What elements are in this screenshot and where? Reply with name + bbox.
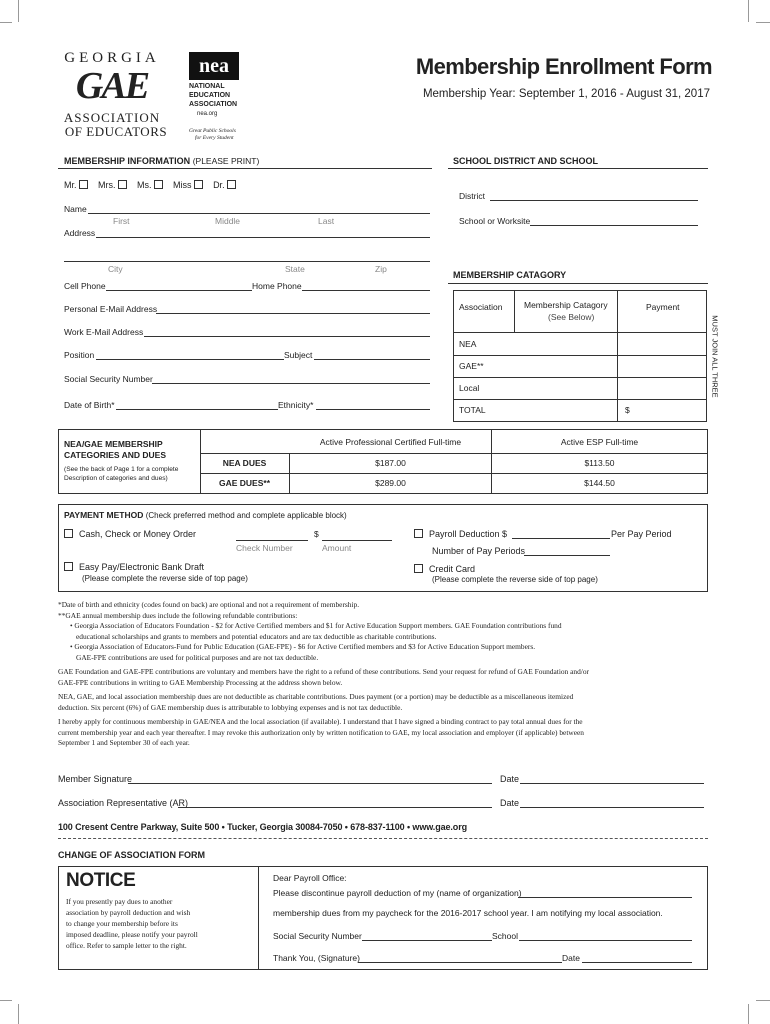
easy-pay-checkbox[interactable]: [64, 562, 73, 571]
change-school-field[interactable]: [519, 940, 692, 941]
cell-phone-field[interactable]: [106, 290, 252, 291]
dues-heading-1: NEA/GAE MEMBERSHIP: [64, 439, 163, 449]
rep-signature-label: Association Representative (AR): [58, 798, 189, 808]
membership-info-heading: [64, 156, 259, 166]
table-divider: [453, 332, 707, 333]
dues-row-gae-label: GAE DUES**: [218, 478, 270, 488]
dob-field[interactable]: [116, 409, 278, 410]
membership-info-note: (PLEASE PRINT): [192, 156, 260, 166]
notice-line: office. Refer to sample letter to the right.: [66, 941, 187, 950]
crop-mark: [18, 0, 19, 22]
school-field[interactable]: [530, 225, 698, 226]
footer-address: 100 Cresent Centre Parkway, Suite 500 • Tucker, Georgia 30084-7050 • 678-837-1100 • www.gae.org: [58, 822, 468, 832]
payroll-label: Payroll Deduction $: [429, 529, 508, 539]
category-col-category: Membership Catagory: [524, 300, 608, 310]
title-mr-label: Mr.: [64, 180, 77, 190]
credit-option: [414, 564, 475, 574]
home-phone-label: Home Phone: [252, 281, 302, 291]
payroll-amount-field[interactable]: [512, 538, 610, 539]
member-signature-label: Member Signature: [58, 774, 133, 784]
nea-tagline-1: Great Public Schools: [189, 128, 236, 134]
table-divider: [453, 355, 707, 356]
crop-mark: [748, 0, 749, 22]
address-zip-caption: Zip: [375, 264, 387, 274]
amount-dollar: $: [314, 529, 319, 539]
nea-logo-line1: NATIONAL: [189, 83, 225, 90]
district-field[interactable]: [490, 200, 698, 201]
position-label: Position: [64, 350, 95, 360]
nea-logo: [189, 52, 241, 144]
crop-mark: [0, 22, 12, 23]
fine-print-gae-dues: **GAE annual membership dues include the following refundable contributions:: [58, 610, 298, 620]
personal-email-label: Personal E-Mail Address: [64, 304, 158, 314]
fine-print-deductible-1: NEA, GAE, and local association membership dues are not deductible as charitable contributions. Dues payment (or a portion) may be deductible as a miscellaneous itemized: [58, 692, 574, 701]
notice-title: NOTICE: [66, 870, 136, 891]
notice-line: to change your membership before its: [66, 919, 178, 928]
category-row-gae: GAE**: [459, 361, 484, 371]
rep-signature-field[interactable]: [178, 807, 492, 808]
gae-logo-top: GEORGIA: [64, 50, 160, 66]
fine-print-apply-3: September 1 and September 30 of each year.: [58, 738, 190, 747]
name-last-caption: Last: [318, 216, 335, 226]
change-school-label: School: [492, 931, 518, 941]
cash-checkbox[interactable]: [64, 529, 73, 538]
name-label: Name: [64, 204, 87, 214]
amount-caption: Amount: [322, 543, 352, 553]
address-label: Address: [64, 228, 96, 238]
notice-divider: [258, 866, 259, 970]
category-row-nea: NEA: [459, 339, 477, 349]
name-middle-caption: Middle: [215, 216, 241, 226]
home-phone-field[interactable]: [302, 290, 430, 291]
nea-tagline-2: for Every Student: [195, 135, 234, 141]
title-miss-label: Miss: [173, 180, 192, 190]
dues-row-nea-v2: $113.50: [584, 458, 615, 468]
dues-col-professional: Active Professional Certified Full-time: [319, 437, 462, 447]
name-first-caption: First: [113, 216, 130, 226]
easy-pay-note: (Please complete the reverse side of top page): [82, 574, 248, 583]
table-divider: [514, 290, 515, 332]
num-periods-field[interactable]: [524, 555, 610, 556]
notice-line: association by payroll deduction and wish: [66, 908, 191, 917]
credit-label: Credit Card: [429, 564, 476, 574]
personal-email-field[interactable]: [156, 313, 430, 314]
change-date-label: Date: [562, 953, 580, 963]
gae-logo: [62, 50, 177, 140]
gae-logo-edu: OF EDUCATORS: [64, 124, 168, 139]
district-label: District: [459, 191, 485, 201]
notice-line: If you presently pay dues to another: [66, 897, 173, 906]
payroll-option: [414, 529, 507, 539]
gae-logo-mono: GAE: [75, 65, 149, 107]
divider: [58, 168, 432, 169]
discontinue-line: Please discontinue payroll deduction of my (name of organization): [273, 888, 522, 898]
ethnicity-field[interactable]: [316, 409, 430, 410]
school-heading: SCHOOL DISTRICT AND SCHOOL: [453, 156, 599, 166]
change-form-heading: CHANGE OF ASSOCIATION FORM: [58, 850, 205, 860]
per-pay-label: Per Pay Period: [611, 529, 672, 539]
crop-mark: [0, 1000, 12, 1001]
position-field[interactable]: [96, 359, 284, 360]
dues-col-esp: Active ESP Full-time: [560, 437, 639, 447]
dues-row-nea-label: NEA DUES: [222, 458, 267, 468]
fine-print-dob: *Date of birth and ethnicity (codes found on back) are optional and not a requirement of membership.: [58, 600, 360, 609]
fine-print-refund-2: GAE-FPE contributions in writing to GAE Membership Processing at the address shown below.: [58, 677, 343, 687]
cut-line: [58, 838, 708, 839]
title-ms-label: Ms.: [137, 180, 152, 190]
ethnicity-label: Ethnicity*: [278, 400, 314, 410]
notice-text: [66, 896, 251, 951]
dues-row-nea-v1: $187.00: [375, 458, 406, 468]
title-checkboxes: [64, 180, 236, 190]
dear-payroll: Dear Payroll Office:: [273, 873, 347, 883]
category-col-note: (See Below): [548, 312, 595, 322]
check-number-caption: Check Number: [236, 543, 293, 553]
category-row-total: TOTAL: [459, 405, 486, 415]
table-divider: [617, 290, 618, 422]
title-dr-label: Dr.: [213, 180, 225, 190]
subject-label: Subject: [284, 350, 313, 360]
easy-pay-label: Easy Pay/Electronic Bank Draft: [79, 562, 205, 572]
name-field[interactable]: [88, 213, 430, 214]
crop-mark: [18, 1004, 19, 1024]
dues-notify-line: membership dues from my paycheck for the 2016-2017 school year. I am notifying my local association.: [273, 908, 663, 918]
membership-year: Membership Year: September 1, 2016 - August 31, 2017: [422, 88, 710, 100]
membership-info-title: MEMBERSHIP INFORMATION: [64, 156, 191, 166]
crop-mark: [756, 22, 770, 23]
divider: [448, 283, 708, 284]
category-total-value: $: [625, 405, 630, 415]
notice-line: imposed deadline, please notify your payroll: [66, 930, 198, 939]
nea-logo-line3: ASSOCIATION: [189, 101, 238, 108]
title-dr-checkbox[interactable]: [227, 180, 236, 189]
title-mrs-checkbox[interactable]: [118, 180, 127, 189]
thank-you-signature-field[interactable]: [358, 962, 562, 963]
cash-option: [64, 529, 196, 539]
category-heading: MEMBERSHIP CATAGORY: [453, 270, 567, 280]
crop-mark: [748, 1004, 749, 1024]
title-mr-checkbox[interactable]: [79, 180, 88, 189]
ssn-label: Social Security Number: [64, 374, 153, 384]
nea-logo-mark: nea: [189, 52, 239, 80]
credit-checkbox[interactable]: [414, 564, 423, 573]
fine-print-fpe-1: • Georgia Association of Educators-Fund for Public Education (GAE-FPE) - $6 for Active Certified members and $3 for Active Education Support members.: [70, 642, 536, 651]
num-periods-label: Number of Pay Periods: [432, 546, 526, 556]
fine-print-deductible-2: deduction. Six percent (6%) of GAE membership dues is attributable to lobbying expenses and is not tax deductible.: [58, 702, 403, 712]
change-ssn-label: Social Security Number: [273, 931, 362, 941]
dob-label: Date of Birth*: [64, 400, 115, 410]
category-col-association: Association: [459, 302, 503, 312]
nea-logo-url: nea.org: [197, 111, 218, 117]
title-mrs-label: Mrs.: [98, 180, 116, 190]
rep-date-field[interactable]: [520, 807, 704, 808]
work-email-field[interactable]: [144, 336, 430, 337]
ssn-field[interactable]: [152, 383, 430, 384]
work-email-label: Work E-Mail Address: [64, 327, 144, 337]
crop-mark: [756, 1000, 770, 1001]
organization-field[interactable]: [518, 897, 692, 898]
dues-heading-2: CATEGORIES AND DUES: [64, 450, 167, 460]
fine-print-foundation-1: • Georgia Association of Educators Foundation - $2 for Active Certified members and $1 for Active Education Support members. GAE Foundation contributions fund: [70, 621, 562, 630]
category-row-local: Local: [459, 383, 480, 393]
fine-print-apply-2: current membership year and each year thereafter. I may revoke this authorization only by written notification to GAE, my local association and employer (if applicable) between: [58, 727, 584, 737]
table-divider: [200, 473, 708, 474]
thank-you-label: Thank You, (Signature): [273, 953, 360, 963]
dues-row-gae-v1: $289.00: [375, 478, 406, 488]
divider: [448, 168, 708, 169]
member-signature-field[interactable]: [128, 783, 492, 784]
dues-row-gae-v2: $144.50: [584, 478, 615, 488]
credit-note: (Please complete the reverse side of top page): [432, 575, 598, 584]
amount-field[interactable]: [322, 540, 392, 541]
payment-heading: [64, 510, 347, 520]
nea-logo-line2: EDUCATION: [189, 92, 231, 99]
table-divider: [453, 399, 707, 400]
address-field[interactable]: [96, 237, 430, 238]
page-title: Membership Enrollment Form: [415, 54, 712, 79]
title-miss-checkbox[interactable]: [194, 180, 203, 189]
payment-heading-title: PAYMENT METHOD: [64, 510, 144, 520]
check-number-field[interactable]: [236, 540, 308, 541]
dues-note: (See the back of Page 1 for a complete Description of categories and dues): [64, 466, 179, 482]
table-divider: [453, 377, 707, 378]
fine-print-refund-1: GAE Foundation and GAE-FPE contributions are voluntary and members have the right to a refund of these contributions. Send your request for refund of GAE Foundation and/or: [58, 667, 589, 676]
address-line-2[interactable]: [64, 261, 430, 262]
change-date-field[interactable]: [582, 962, 692, 963]
fine-print-foundation-2: educational scholarships and grants to members and potential educators and are tax deductible as charitable contributions.: [76, 631, 437, 641]
easy-pay-option: [64, 562, 204, 572]
member-date-field[interactable]: [520, 783, 704, 784]
cell-phone-label: Cell Phone: [64, 281, 106, 291]
title-ms-checkbox[interactable]: [154, 180, 163, 189]
cash-label: Cash, Check or Money Order: [79, 529, 197, 539]
member-date-label: Date: [500, 774, 520, 784]
category-col-payment: Payment: [646, 302, 680, 312]
rep-date-label: Date: [500, 798, 520, 808]
payroll-checkbox[interactable]: [414, 529, 423, 538]
fine-print-fpe-2: GAE-FPE contributions are used for political purposes and are not tax deductible.: [76, 652, 319, 662]
fine-print-apply-1: I hereby apply for continuous membership in GAE/NEA and the local association (if available). I understand that I have signed a binding contract to pay total annual dues for the: [58, 717, 583, 726]
must-join-note: MUST JOIN ALL THREE: [710, 315, 720, 398]
change-ssn-field[interactable]: [362, 940, 492, 941]
school-label: School or Worksite: [459, 216, 531, 226]
address-state-caption: State: [285, 264, 305, 274]
subject-field[interactable]: [314, 359, 430, 360]
table-divider: [200, 453, 708, 454]
address-city-caption: City: [108, 264, 123, 274]
payment-heading-note: (Check preferred method and complete applicable block): [145, 511, 347, 520]
gae-logo-assoc: ASSOCIATION: [63, 110, 161, 125]
fine-print: [58, 600, 718, 749]
